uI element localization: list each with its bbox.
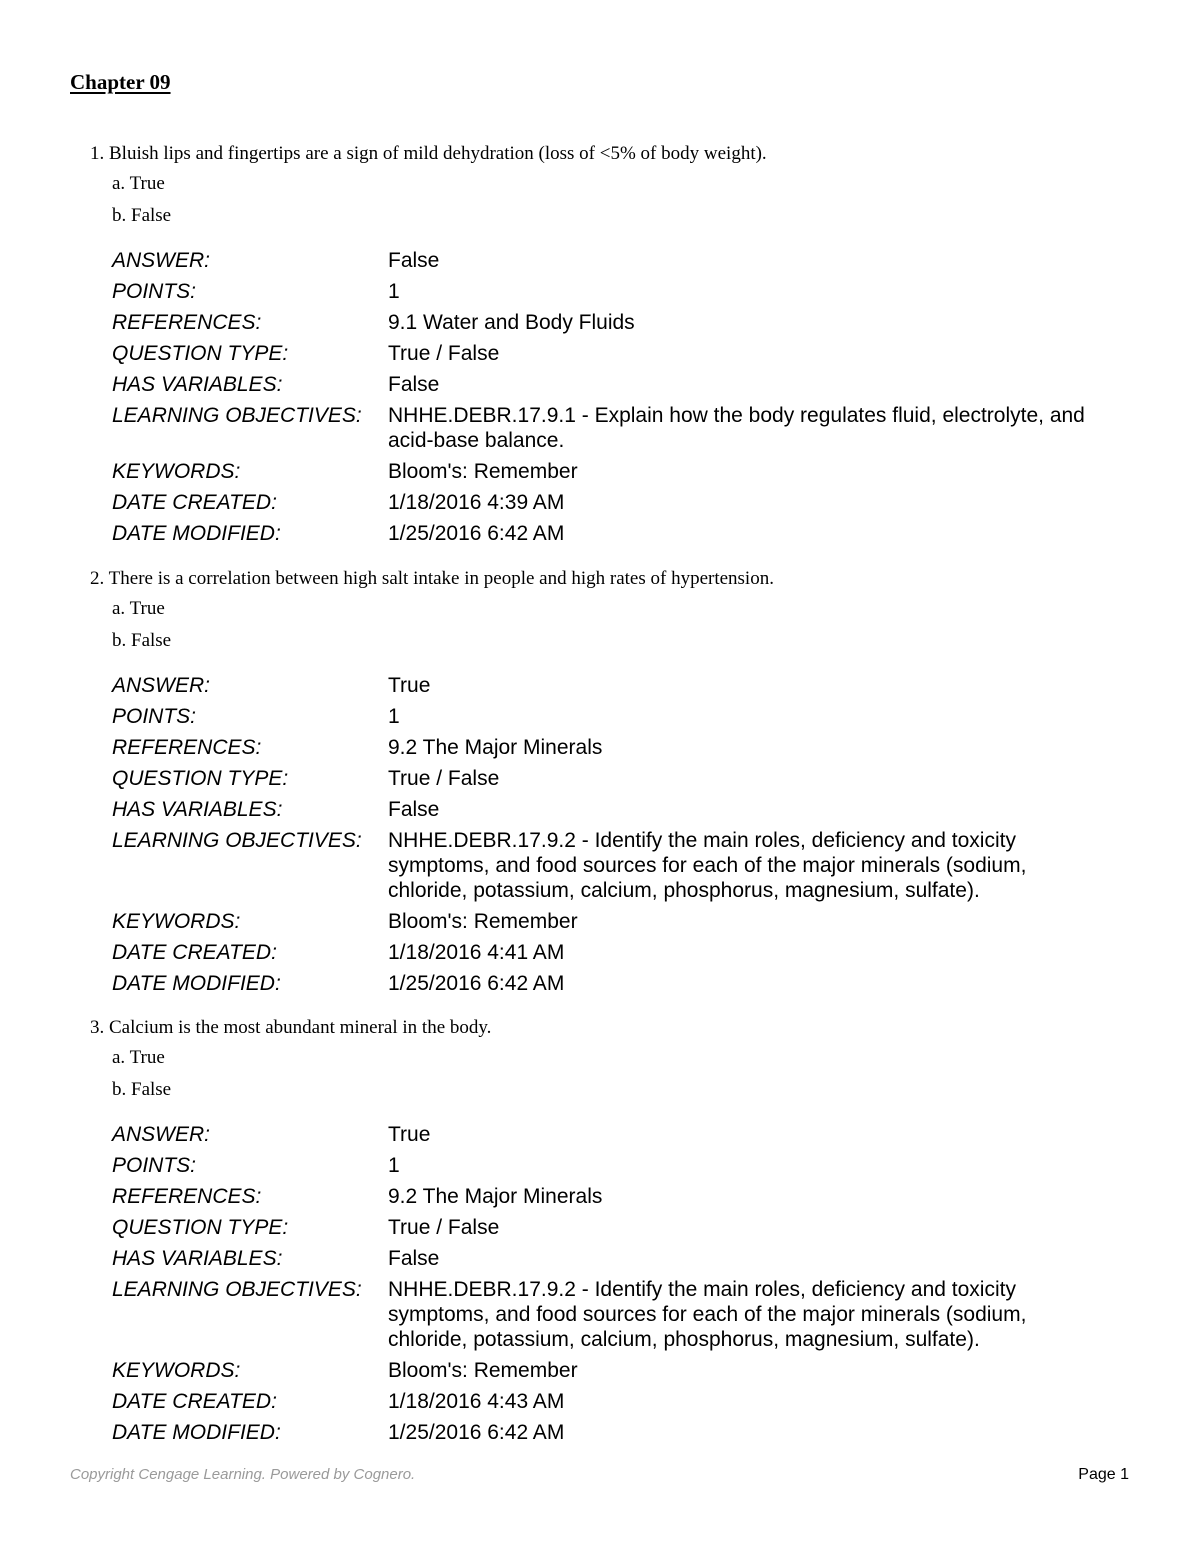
keywords-value: Bloom's: Remember	[388, 1359, 578, 1382]
has-variables-label: HAS VARIABLES:	[112, 798, 283, 821]
question-type-row	[112, 766, 1108, 797]
references-value: 9.2 The Major Minerals	[388, 736, 603, 759]
option-a: a. True	[112, 598, 165, 619]
points-label: POINTS:	[112, 280, 197, 303]
has-variables-label: HAS VARIABLES:	[112, 373, 283, 396]
points-row	[112, 704, 1108, 735]
references-row	[112, 735, 1108, 766]
answer-row	[112, 248, 1108, 279]
date-modified-row	[112, 521, 1108, 552]
question-type-row	[112, 341, 1108, 372]
points-label: POINTS:	[112, 1154, 197, 1177]
date-created-row	[112, 940, 1108, 971]
question-type-label: QUESTION TYPE:	[112, 767, 289, 790]
points-value: 1	[388, 280, 400, 303]
keywords-label: KEYWORDS:	[112, 910, 241, 933]
learning-objectives-value: NHHE.DEBR.17.9.2 - Identify the main roles, deficiency and toxicity symptoms, and food sources for each of the major minerals (sodium, chloride, potassium, calcium, phosphorus, magnesium, sulfate).	[388, 829, 1027, 902]
footer-copyright: Copyright Cengage Learning. Powered by Cognero.	[70, 1466, 416, 1483]
learning-objectives-label: LEARNING OBJECTIVES:	[112, 404, 362, 427]
question-type-value: True / False	[388, 1216, 500, 1239]
points-row	[112, 279, 1108, 310]
has-variables-value: False	[388, 1247, 440, 1270]
date-created-value: 1/18/2016 4:39 AM	[388, 491, 565, 514]
question-stem: 2. There is a correlation between high salt intake in people and high rates of hypertension.	[90, 568, 774, 589]
answer-row	[112, 673, 1108, 704]
date-created-label: DATE CREATED:	[112, 941, 277, 964]
date-created-row	[112, 1389, 1108, 1420]
keywords-row	[112, 459, 1108, 490]
question-type-label: QUESTION TYPE:	[112, 342, 289, 365]
has-variables-value: False	[388, 373, 440, 396]
learning-objectives-row	[112, 1277, 1108, 1358]
date-created-row	[112, 490, 1108, 521]
keywords-value: Bloom's: Remember	[388, 460, 578, 483]
references-row	[112, 310, 1108, 341]
learning-objectives-value: NHHE.DEBR.17.9.2 - Identify the main roles, deficiency and toxicity symptoms, and food sources for each of the major minerals (sodium, chloride, potassium, calcium, phosphorus, magnesium, sulfate).	[388, 1278, 1027, 1351]
keywords-label: KEYWORDS:	[112, 1359, 241, 1382]
answer-options	[112, 593, 1130, 657]
answer-value: False	[388, 249, 440, 272]
question-type-label: QUESTION TYPE:	[112, 1216, 289, 1239]
has-variables-row	[112, 797, 1108, 828]
answer-options	[112, 1042, 1130, 1106]
question-type-row	[112, 1215, 1108, 1246]
answer-options	[112, 168, 1130, 232]
option-b: b. False	[112, 1079, 172, 1100]
references-label: REFERENCES:	[112, 1185, 262, 1208]
question-metadata	[112, 673, 1108, 1002]
date-modified-label: DATE MODIFIED:	[112, 1421, 281, 1444]
date-created-label: DATE CREATED:	[112, 491, 277, 514]
date-modified-row	[112, 971, 1108, 1002]
question-metadata	[112, 248, 1108, 552]
answer-label: ANSWER:	[112, 1123, 211, 1146]
date-modified-value: 1/25/2016 6:42 AM	[388, 522, 565, 545]
references-row	[112, 1184, 1108, 1215]
date-modified-label: DATE MODIFIED:	[112, 522, 281, 545]
date-modified-value: 1/25/2016 6:42 AM	[388, 972, 565, 995]
question-metadata	[112, 1122, 1108, 1451]
question-type-value: True / False	[388, 767, 500, 790]
date-created-value: 1/18/2016 4:41 AM	[388, 941, 565, 964]
answer-value: True	[388, 674, 431, 697]
question-3	[90, 1016, 1130, 1451]
date-modified-label: DATE MODIFIED:	[112, 972, 281, 995]
date-modified-value: 1/25/2016 6:42 AM	[388, 1421, 565, 1444]
learning-objectives-row	[112, 828, 1108, 909]
question-stem: 3. Calcium is the most abundant mineral in the body.	[90, 1017, 492, 1038]
learning-objectives-row	[112, 403, 1108, 459]
option-b: b. False	[112, 630, 172, 651]
has-variables-row	[112, 372, 1108, 403]
answer-value: True	[388, 1123, 431, 1146]
points-value: 1	[388, 1154, 400, 1177]
references-value: 9.2 The Major Minerals	[388, 1185, 603, 1208]
learning-objectives-label: LEARNING OBJECTIVES:	[112, 1278, 362, 1301]
references-label: REFERENCES:	[112, 736, 262, 759]
points-label: POINTS:	[112, 705, 197, 728]
learning-objectives-label: LEARNING OBJECTIVES:	[112, 829, 362, 852]
answer-label: ANSWER:	[112, 674, 211, 697]
date-created-value: 1/18/2016 4:43 AM	[388, 1390, 565, 1413]
date-created-label: DATE CREATED:	[112, 1390, 277, 1413]
has-variables-row	[112, 1246, 1108, 1277]
points-value: 1	[388, 705, 400, 728]
has-variables-label: HAS VARIABLES:	[112, 1247, 283, 1270]
chapter-title: Chapter 09	[70, 70, 171, 94]
question-stem: 1. Bluish lips and fingertips are a sign of mild dehydration (loss of <5% of body weight).	[90, 143, 767, 164]
date-modified-row	[112, 1420, 1108, 1451]
question-type-value: True / False	[388, 342, 500, 365]
keywords-label: KEYWORDS:	[112, 460, 241, 483]
keywords-row	[112, 1358, 1108, 1389]
answer-row	[112, 1122, 1108, 1153]
option-b: b. False	[112, 205, 172, 226]
learning-objectives-value: NHHE.DEBR.17.9.1 - Explain how the body regulates fluid, electrolyte, and acid-base balance.	[388, 404, 1085, 452]
keywords-value: Bloom's: Remember	[388, 910, 578, 933]
references-value: 9.1 Water and Body Fluids	[388, 311, 635, 334]
points-row	[112, 1153, 1108, 1184]
page-number: Page 1	[1078, 1466, 1129, 1483]
keywords-row	[112, 909, 1108, 940]
question-1	[90, 142, 1130, 552]
answer-label: ANSWER:	[112, 249, 211, 272]
option-a: a. True	[112, 173, 165, 194]
option-a: a. True	[112, 1047, 165, 1068]
has-variables-value: False	[388, 798, 440, 821]
references-label: REFERENCES:	[112, 311, 262, 334]
question-2	[90, 567, 1130, 1002]
